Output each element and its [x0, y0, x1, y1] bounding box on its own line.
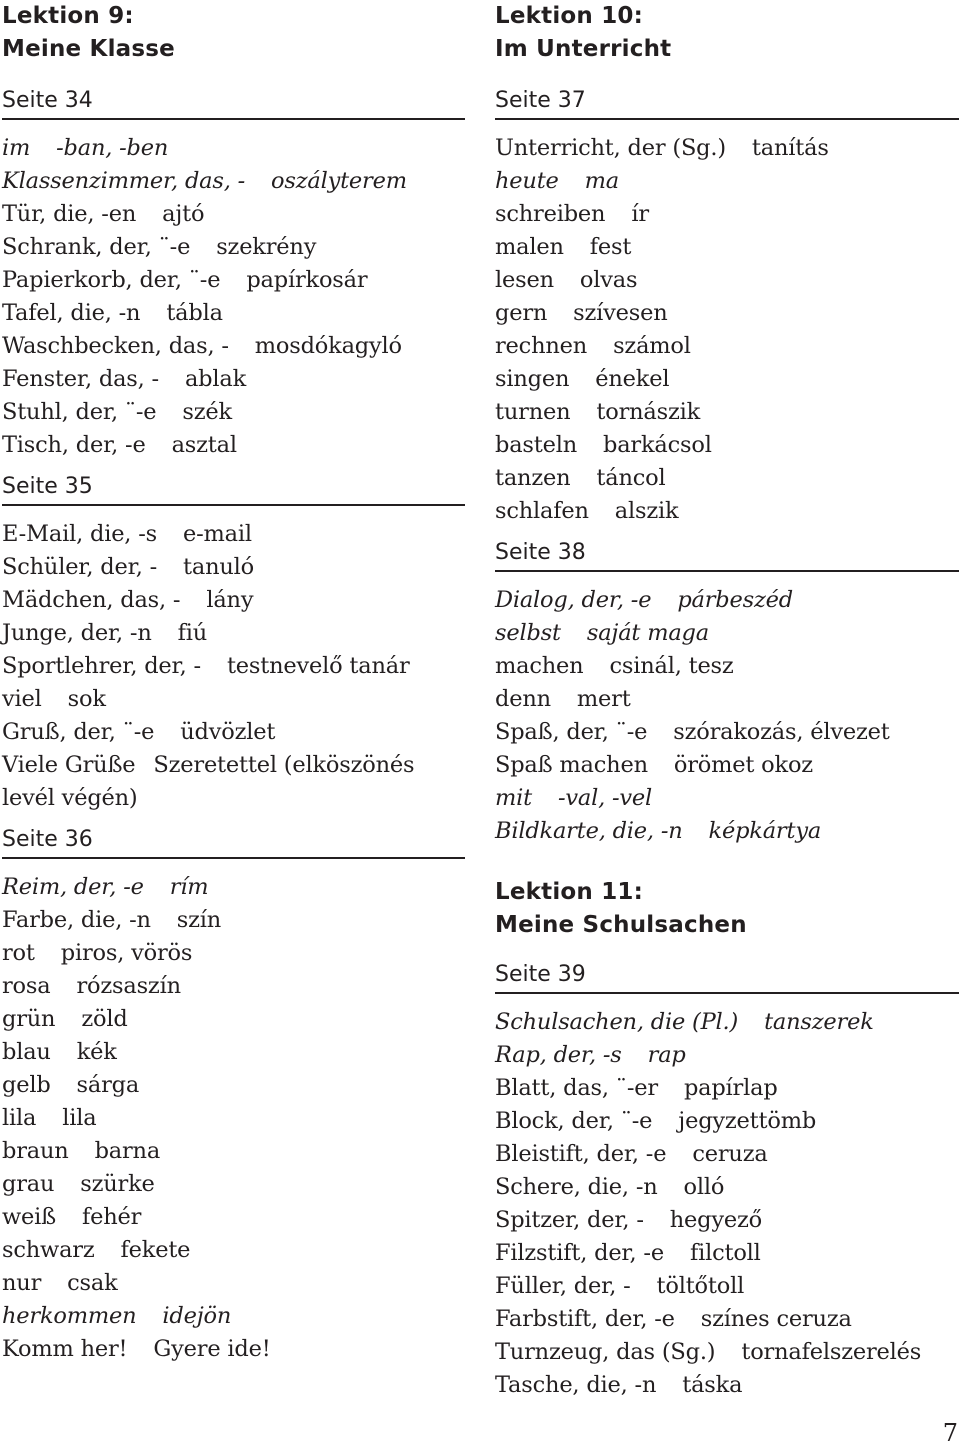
- german-term: E-Mail, die, -s: [2, 521, 157, 547]
- german-term: Komm her!: [2, 1336, 128, 1362]
- german-term: Tisch, der, -e: [2, 432, 146, 458]
- lesson-number: Lektion 10:: [495, 3, 644, 29]
- vocabulary-entry: [495, 650, 959, 683]
- german-term: Schüler, der, -: [2, 554, 158, 580]
- german-term: Sportlehrer, der, -: [2, 653, 201, 679]
- right-column: [495, 0, 959, 1402]
- hungarian-translation: olló: [683, 1174, 725, 1200]
- hungarian-translation: tanítás: [751, 135, 829, 161]
- hungarian-translation: csinál, tesz: [609, 653, 734, 679]
- vocabulary-entry: [495, 782, 959, 815]
- hungarian-translation: sok: [67, 686, 106, 712]
- vocabulary-entry: [2, 396, 465, 429]
- hungarian-translation: tábla: [166, 300, 223, 326]
- hungarian-translation: olvas: [579, 267, 638, 293]
- vocabulary-entry: [495, 132, 959, 165]
- hungarian-translation: piros, vörös: [60, 940, 193, 966]
- vocabulary-entry: [2, 749, 465, 815]
- lesson-block: [495, 0, 959, 848]
- german-term: nur: [2, 1270, 42, 1296]
- german-term: Farbstift, der, -e: [495, 1306, 675, 1332]
- hungarian-translation: mert: [576, 686, 631, 712]
- german-term: Block, der, ¨-e: [495, 1108, 653, 1134]
- vocabulary-entry: [2, 904, 465, 937]
- vocabulary-entry: [2, 1036, 465, 1069]
- hungarian-translation: idejön: [162, 1303, 232, 1329]
- hungarian-translation: papírlap: [683, 1075, 778, 1101]
- vocabulary-entry: [495, 1039, 959, 1072]
- german-term: blau: [2, 1039, 51, 1065]
- vocabulary-entry: [2, 198, 465, 231]
- hungarian-translation: tanuló: [183, 554, 254, 580]
- hungarian-translation: színes ceruza: [700, 1306, 852, 1332]
- lesson-name: Meine Schulsachen: [495, 912, 747, 938]
- lesson-number: Lektion 9:: [2, 3, 134, 29]
- vocabulary-list: [495, 584, 959, 848]
- vocabulary-entry: [2, 1234, 465, 1267]
- vocabulary-entry: [495, 1072, 959, 1105]
- hungarian-translation: Gyere ide!: [153, 1336, 271, 1362]
- lesson-block: [495, 876, 959, 1402]
- hungarian-translation: ír: [631, 201, 649, 227]
- hungarian-translation: kék: [76, 1039, 117, 1065]
- vocabulary-entry: [495, 1270, 959, 1303]
- vocabulary-entry: [2, 937, 465, 970]
- hungarian-translation: jegyzettömb: [678, 1108, 817, 1134]
- vocabulary-sections: [2, 84, 465, 1366]
- vocabulary-entry: [2, 716, 465, 749]
- hungarian-translation: tornafelszerelés: [741, 1339, 922, 1365]
- vocabulary-entry: [2, 264, 465, 297]
- hungarian-translation: ajtó: [162, 201, 205, 227]
- vocabulary-entry: [2, 650, 465, 683]
- vocabulary-entry: [495, 165, 959, 198]
- german-term: Blatt, das, ¨-er: [495, 1075, 658, 1101]
- german-term: im: [2, 135, 31, 161]
- page-heading: Seite 39: [495, 958, 959, 994]
- vocabulary-entry: [2, 165, 465, 198]
- hungarian-translation: asztal: [171, 432, 237, 458]
- german-term: rechnen: [495, 333, 588, 359]
- lesson-title: [2, 0, 465, 66]
- vocabulary-entry: [2, 617, 465, 650]
- vocabulary-entry: [495, 297, 959, 330]
- hungarian-translation: lány: [206, 587, 254, 613]
- vocabulary-entry: [495, 264, 959, 297]
- hungarian-translation: szürke: [80, 1171, 155, 1197]
- vocabulary-entry: [2, 871, 465, 904]
- german-term: denn: [495, 686, 551, 712]
- vocabulary-entry: [495, 1204, 959, 1237]
- vocabulary-entry: [495, 495, 959, 528]
- german-term: Waschbecken, das, -: [2, 333, 229, 359]
- german-term: Füller, der, -: [495, 1273, 631, 1299]
- hungarian-translation: tornászik: [596, 399, 701, 425]
- page-heading: Seite 35: [2, 470, 465, 506]
- vocabulary-entry: [2, 1168, 465, 1201]
- vocabulary-entry: [495, 429, 959, 462]
- vocabulary-entry: [2, 1102, 465, 1135]
- hungarian-translation: oszályterem: [271, 168, 407, 194]
- vocabulary-entry: [495, 363, 959, 396]
- hungarian-translation: fekete: [120, 1237, 191, 1263]
- vocabulary-entry: [2, 1333, 465, 1366]
- vocabulary-entry: [2, 1135, 465, 1168]
- hungarian-translation: táncol: [596, 465, 666, 491]
- german-term: lila: [2, 1105, 37, 1131]
- vocabulary-entry: [2, 363, 465, 396]
- vocabulary-entry: [495, 462, 959, 495]
- german-term: malen: [495, 234, 564, 260]
- vocabulary-entry: [2, 551, 465, 584]
- german-term: Filzstift, der, -e: [495, 1240, 664, 1266]
- german-term: braun: [2, 1138, 69, 1164]
- hungarian-translation: ceruza: [692, 1141, 768, 1167]
- page-heading: Seite 36: [2, 823, 465, 859]
- vocabulary-entry: [495, 231, 959, 264]
- german-term: Mädchen, das, -: [2, 587, 181, 613]
- vocabulary-entry: [2, 297, 465, 330]
- hungarian-translation: fest: [589, 234, 632, 260]
- german-term: Tür, die, -en: [2, 201, 137, 227]
- vocabulary-entry: [2, 132, 465, 165]
- hungarian-translation: ma: [584, 168, 620, 194]
- hungarian-translation: zöld: [81, 1006, 128, 1032]
- hungarian-translation: énekel: [595, 366, 670, 392]
- hungarian-translation: -ban, -ben: [56, 135, 169, 161]
- german-term: Rap, der, -s: [495, 1042, 622, 1068]
- vocabulary-entry: [495, 1138, 959, 1171]
- german-term: Spitzer, der, -: [495, 1207, 644, 1233]
- german-term: Viele Grüße: [2, 752, 136, 778]
- vocabulary-section: [2, 84, 465, 462]
- left-column: [2, 0, 465, 1366]
- vocabulary-entry: [2, 231, 465, 264]
- german-term: schwarz: [2, 1237, 95, 1263]
- vocabulary-list: [2, 871, 465, 1366]
- hungarian-translation: párbeszéd: [677, 587, 793, 613]
- vocabulary-entry: [495, 396, 959, 429]
- hungarian-translation: mosdókagyló: [254, 333, 402, 359]
- german-term: Farbe, die, -n: [2, 907, 151, 933]
- vocabulary-list: [2, 518, 465, 815]
- vocabulary-section: [495, 536, 959, 848]
- german-term: Klassenzimmer, das, -: [2, 168, 246, 194]
- page-number: 7: [942, 1419, 958, 1447]
- german-term: lesen: [495, 267, 554, 293]
- german-term: tanzen: [495, 465, 571, 491]
- german-term: grün: [2, 1006, 56, 1032]
- vocabulary-entry: [2, 1003, 465, 1036]
- vocabulary-section: [495, 958, 959, 1402]
- hungarian-translation: saját maga: [586, 620, 709, 646]
- german-term: Schrank, der, ¨-e: [2, 234, 191, 260]
- vocabulary-entry: [495, 1237, 959, 1270]
- german-term: heute: [495, 168, 559, 194]
- lesson-name: Meine Klasse: [2, 36, 175, 62]
- hungarian-translation: e-mail: [182, 521, 252, 547]
- vocabulary-entry: [2, 1300, 465, 1333]
- german-term: Tafel, die, -n: [2, 300, 141, 326]
- hungarian-translation: szék: [182, 399, 232, 425]
- vocabulary-entry: [495, 1105, 959, 1138]
- vocabulary-entry: [495, 198, 959, 231]
- vocabulary-entry: [495, 1303, 959, 1336]
- hungarian-translation: barkácsol: [603, 432, 712, 458]
- hungarian-translation: fiú: [177, 620, 208, 646]
- vocabulary-sections: [495, 84, 959, 848]
- german-term: Papierkorb, der, ¨-e: [2, 267, 221, 293]
- page-heading: Seite 37: [495, 84, 959, 120]
- page-heading: Seite 38: [495, 536, 959, 572]
- german-term: Reim, der, -e: [2, 874, 144, 900]
- hungarian-translation: táska: [682, 1372, 743, 1398]
- german-term: Stuhl, der, ¨-e: [2, 399, 157, 425]
- german-term: machen: [495, 653, 584, 679]
- vocabulary-entry: [495, 716, 959, 749]
- hungarian-translation: hegyező: [669, 1207, 762, 1233]
- vocabulary-section: [495, 84, 959, 528]
- vocabulary-section: [2, 470, 465, 815]
- german-term: gern: [495, 300, 548, 326]
- vocabulary-entry: [2, 429, 465, 462]
- vocabulary-list: [2, 132, 465, 462]
- hungarian-translation: alszik: [614, 498, 679, 524]
- hungarian-translation: Szeretettel (elköszönés levél végén): [2, 752, 415, 811]
- lesson-title: [495, 0, 959, 66]
- hungarian-translation: számol: [613, 333, 691, 359]
- german-term: Spaß machen: [495, 752, 648, 778]
- german-term: weiß: [2, 1204, 56, 1230]
- german-term: basteln: [495, 432, 578, 458]
- german-term: Bleistift, der, -e: [495, 1141, 667, 1167]
- german-term: Bildkarte, die, -n: [495, 818, 683, 844]
- vocabulary-entry: [495, 1006, 959, 1039]
- german-term: mit: [495, 785, 532, 811]
- vocabulary-entry: [2, 330, 465, 363]
- lesson-name: Im Unterricht: [495, 36, 672, 62]
- german-term: singen: [495, 366, 570, 392]
- hungarian-translation: töltőtoll: [656, 1273, 745, 1299]
- vocabulary-sections: [495, 958, 959, 1402]
- german-term: Fenster, das, -: [2, 366, 159, 392]
- vocabulary-entry: [2, 518, 465, 551]
- german-term: viel: [2, 686, 42, 712]
- hungarian-translation: szín: [176, 907, 222, 933]
- vocabulary-entry: [2, 1069, 465, 1102]
- hungarian-translation: rím: [169, 874, 209, 900]
- vocabulary-entry: [495, 617, 959, 650]
- german-term: Turnzeug, das (Sg.): [495, 1339, 716, 1365]
- hungarian-translation: szekrény: [216, 234, 317, 260]
- hungarian-translation: sárga: [76, 1072, 140, 1098]
- vocabulary-entry: [2, 683, 465, 716]
- hungarian-translation: filctoll: [689, 1240, 761, 1266]
- hungarian-translation: testnevelő tanár: [226, 653, 410, 679]
- german-term: grau: [2, 1171, 55, 1197]
- hungarian-translation: barna: [94, 1138, 161, 1164]
- german-term: Unterricht, der (Sg.): [495, 135, 726, 161]
- vocabulary-entry: [2, 970, 465, 1003]
- lesson-number: Lektion 11:: [495, 879, 644, 905]
- german-term: turnen: [495, 399, 571, 425]
- vocabulary-entry: [2, 584, 465, 617]
- hungarian-translation: üdvözlet: [180, 719, 276, 745]
- german-term: Tasche, die, -n: [495, 1372, 657, 1398]
- vocabulary-entry: [2, 1201, 465, 1234]
- hungarian-translation: papírkosár: [246, 267, 368, 293]
- vocabulary-entry: [495, 1171, 959, 1204]
- hungarian-translation: lila: [62, 1105, 97, 1131]
- hungarian-translation: csak: [67, 1270, 118, 1296]
- german-term: gelb: [2, 1072, 51, 1098]
- hungarian-translation: rap: [647, 1042, 686, 1068]
- german-term: Spaß, der, ¨-e: [495, 719, 648, 745]
- hungarian-translation: fehér: [82, 1204, 142, 1230]
- hungarian-translation: szívesen: [573, 300, 668, 326]
- hungarian-translation: ablak: [184, 366, 247, 392]
- vocabulary-entry: [495, 330, 959, 363]
- vocabulary-list: [495, 1006, 959, 1402]
- hungarian-translation: szórakozás, élvezet: [673, 719, 890, 745]
- hungarian-translation: -val, -vel: [557, 785, 653, 811]
- hungarian-translation: örömet okoz: [673, 752, 813, 778]
- german-term: Gruß, der, ¨-e: [2, 719, 155, 745]
- vocabulary-entry: [495, 1369, 959, 1402]
- hungarian-translation: tanszerek: [764, 1009, 874, 1035]
- vocabulary-entry: [495, 749, 959, 782]
- vocabulary-entry: [495, 1336, 959, 1369]
- vocabulary-section: [2, 823, 465, 1366]
- german-term: herkommen: [2, 1303, 137, 1329]
- german-term: rot: [2, 940, 35, 966]
- german-term: selbst: [495, 620, 561, 646]
- german-term: schlafen: [495, 498, 589, 524]
- vocabulary-entry: [495, 815, 959, 848]
- german-term: Junge, der, -n: [2, 620, 152, 646]
- vocabulary-entry: [495, 584, 959, 617]
- german-term: Schere, die, -n: [495, 1174, 658, 1200]
- hungarian-translation: rózsaszín: [76, 973, 181, 999]
- hungarian-translation: képkártya: [708, 818, 822, 844]
- german-term: rosa: [2, 973, 51, 999]
- page-heading: Seite 34: [2, 84, 465, 120]
- german-term: schreiben: [495, 201, 606, 227]
- german-term: Dialog, der, -e: [495, 587, 652, 613]
- vocabulary-list: [495, 132, 959, 528]
- lesson-title: [495, 876, 959, 942]
- german-term: Schulsachen, die (Pl.): [495, 1009, 739, 1035]
- vocabulary-entry: [2, 1267, 465, 1300]
- vocabulary-entry: [495, 683, 959, 716]
